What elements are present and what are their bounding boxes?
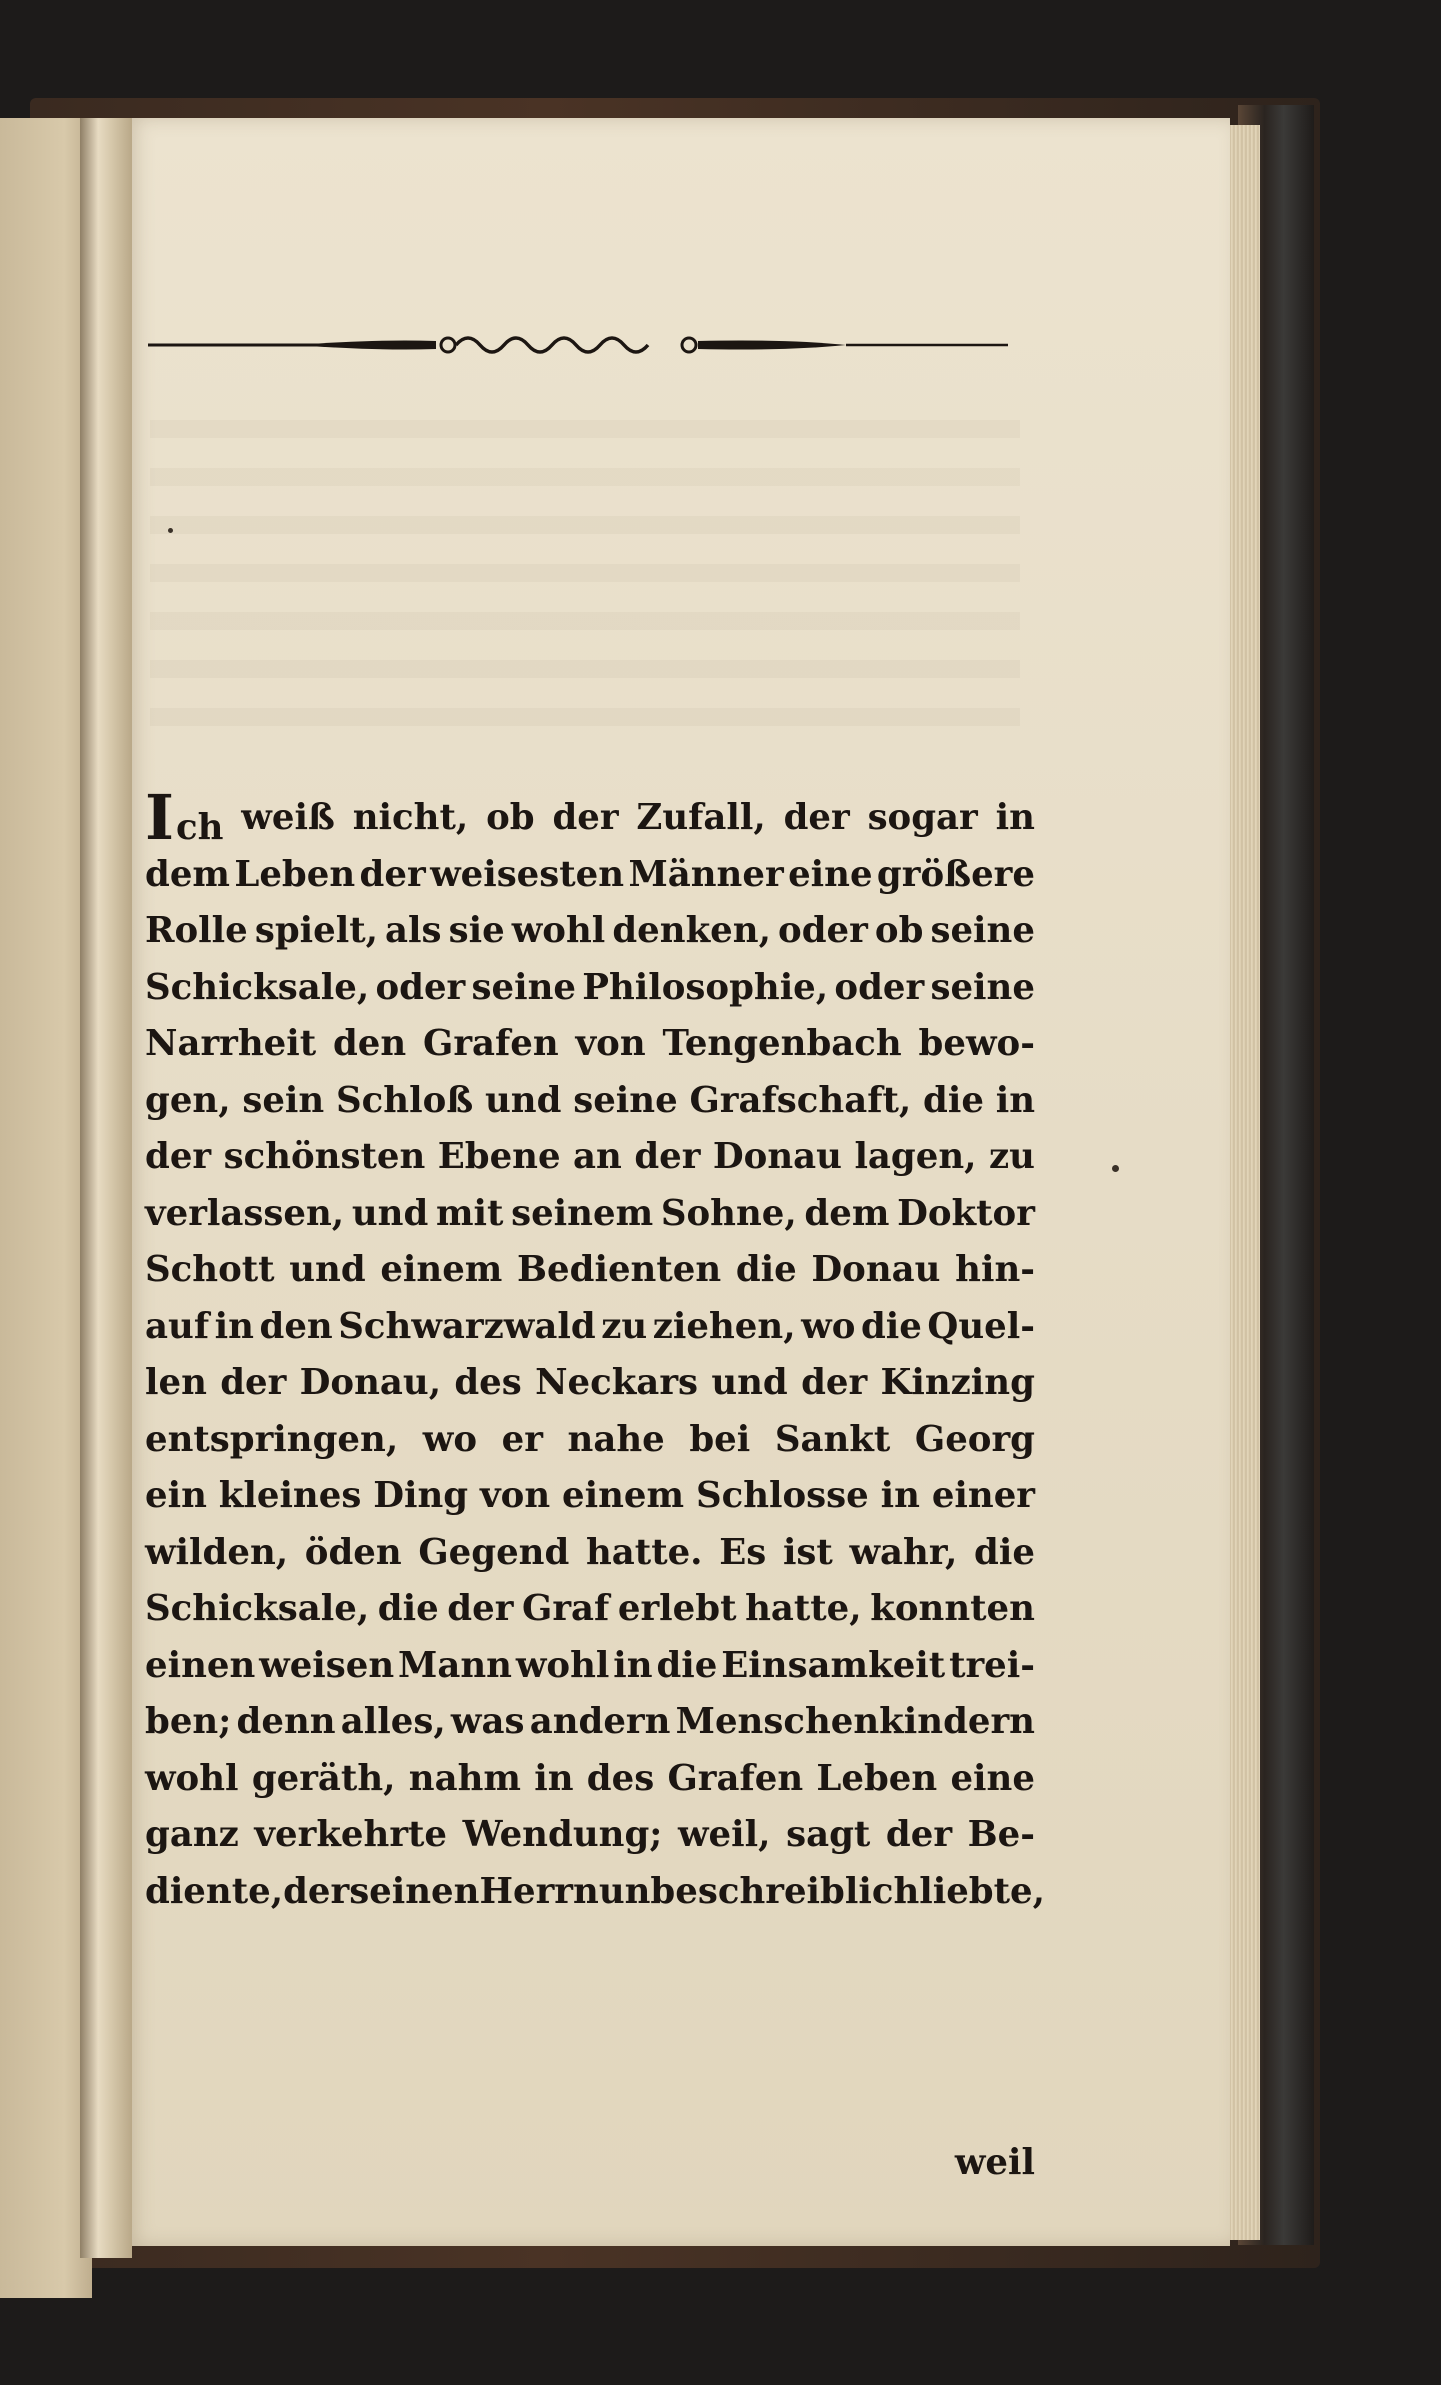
word: geräth, — [251, 1757, 396, 1799]
word: weil, — [677, 1814, 771, 1855]
word: seinen — [349, 1870, 480, 1912]
word: ben; — [145, 1701, 232, 1742]
word: Philosophie, — [582, 966, 829, 1008]
word: Bedienten — [517, 1249, 722, 1290]
word: Mann — [398, 1644, 512, 1686]
word: der — [783, 797, 850, 838]
word: öden — [304, 1531, 402, 1573]
word: Georg — [914, 1418, 1035, 1460]
word: entspringen, — [145, 1418, 399, 1460]
text-line — [145, 781, 1035, 854]
word: wohl — [511, 910, 606, 951]
page-gutter — [80, 118, 132, 2258]
word: Kinzing — [880, 1362, 1035, 1403]
word: in — [995, 797, 1035, 838]
word: alles, — [340, 1701, 446, 1742]
text-line — [145, 1694, 1035, 1751]
word: Donau — [811, 1249, 941, 1290]
word: wohl — [145, 1757, 239, 1799]
word: seinem — [511, 1192, 654, 1234]
word: len — [145, 1362, 207, 1403]
word: die — [860, 1305, 922, 1347]
word: einem — [380, 1249, 503, 1290]
text-line — [145, 1073, 1035, 1130]
word: sogar — [867, 797, 978, 838]
word: einem — [562, 1475, 685, 1516]
text-line — [145, 847, 1035, 904]
word: Menschenkindern — [675, 1701, 1035, 1742]
word: spielt, — [254, 910, 378, 951]
word: wahr, — [849, 1531, 958, 1573]
text-line — [145, 1864, 1045, 1921]
word: lagen, — [854, 1136, 977, 1177]
word: wo — [422, 1418, 478, 1460]
word: die — [974, 1531, 1035, 1573]
text-line — [145, 1412, 1035, 1469]
word: diente, — [145, 1870, 284, 1912]
word: ist — [782, 1531, 833, 1573]
word: seine — [471, 966, 576, 1008]
word: sein — [242, 1079, 325, 1121]
word: Narrheit — [145, 1023, 317, 1064]
facing-page-edge — [0, 118, 92, 2298]
text-line — [145, 1242, 1035, 1299]
word: den — [259, 1305, 333, 1347]
word: eine — [950, 1757, 1035, 1799]
text-line — [145, 1129, 1035, 1186]
word: die — [656, 1644, 718, 1686]
word: Einsamkeit — [721, 1644, 946, 1686]
word: die — [735, 1249, 797, 1290]
word: Grafen — [423, 1023, 559, 1064]
word: wilden, — [145, 1531, 289, 1573]
word: nicht, — [352, 797, 469, 838]
word: von — [480, 1475, 551, 1516]
word: der — [220, 1362, 287, 1403]
text-line — [145, 1525, 1035, 1582]
word: Männer — [628, 853, 784, 895]
word: Tengenbach — [662, 1023, 902, 1064]
word: konnten — [870, 1588, 1035, 1629]
word: Ich — [145, 781, 224, 854]
initial-letter: I — [145, 781, 175, 854]
word: einen — [145, 1644, 256, 1686]
text-line — [145, 1299, 1035, 1356]
word: hatte, — [745, 1588, 862, 1629]
word: der — [359, 853, 426, 895]
word: liebte, — [919, 1870, 1045, 1912]
word: größere — [876, 853, 1035, 895]
word: der — [552, 797, 619, 838]
word: Schwarzwald — [338, 1305, 596, 1347]
text-line — [145, 903, 1035, 960]
ornamental-rule — [146, 325, 1010, 365]
word: der — [283, 1870, 350, 1912]
text-line — [145, 1355, 1035, 1412]
word: wohl — [515, 1644, 610, 1686]
word: in — [880, 1475, 920, 1516]
text-line — [145, 960, 1035, 1017]
word: dem — [804, 1192, 890, 1234]
word: ob — [486, 797, 535, 838]
word: und — [289, 1249, 366, 1290]
word: hatte. — [585, 1531, 703, 1573]
text-line — [145, 1581, 1035, 1638]
word: sie — [448, 910, 505, 951]
word: ein — [145, 1475, 207, 1516]
text-line — [145, 1468, 1035, 1525]
word: Schlosse — [695, 1475, 869, 1516]
word: Be- — [967, 1814, 1035, 1855]
word: der — [145, 1136, 212, 1177]
word: nahe — [567, 1418, 665, 1460]
paper-speck — [1112, 1165, 1119, 1172]
text-line — [145, 1751, 1035, 1808]
word: verkehrte — [254, 1814, 448, 1855]
word: in — [214, 1305, 254, 1347]
word: seine — [930, 966, 1035, 1008]
word: Schott — [145, 1249, 275, 1290]
word: die — [377, 1588, 439, 1629]
word: Ebene — [437, 1136, 561, 1177]
word: Zufall, — [636, 797, 766, 838]
word: in — [534, 1757, 574, 1799]
word: dem — [145, 853, 230, 895]
word: Leben — [816, 1757, 938, 1799]
word: Donau — [712, 1136, 842, 1177]
word: trei- — [949, 1644, 1035, 1686]
word: andern — [529, 1701, 671, 1742]
word: Herrn — [479, 1870, 599, 1912]
word: bei — [689, 1418, 751, 1460]
show-through — [150, 420, 1020, 740]
word: zu — [988, 1136, 1035, 1177]
word: sagt — [786, 1814, 871, 1855]
word: Graf — [522, 1588, 610, 1629]
word: schönsten — [223, 1136, 426, 1177]
word: der — [634, 1136, 701, 1177]
word: Ding — [373, 1475, 469, 1516]
word: zu — [601, 1305, 648, 1347]
word: Schicksale, — [145, 966, 370, 1008]
word: Rolle — [145, 910, 248, 951]
word: an — [573, 1136, 622, 1177]
word: wo — [801, 1305, 856, 1347]
word: den — [332, 1023, 407, 1064]
word: und — [351, 1192, 429, 1234]
word: ziehen, — [652, 1305, 796, 1347]
word: ganz — [145, 1814, 239, 1855]
word: und — [485, 1079, 562, 1121]
word: erlebt — [617, 1588, 737, 1629]
word: hin- — [955, 1249, 1035, 1290]
word: oder — [778, 910, 868, 951]
word: des — [586, 1757, 655, 1799]
word: Leben — [234, 853, 356, 895]
paper-speck — [168, 528, 173, 533]
word: kleines — [218, 1475, 362, 1516]
word: oder — [375, 966, 466, 1008]
word: bewo- — [918, 1023, 1035, 1064]
word: des — [454, 1362, 522, 1403]
word: Sohne, — [660, 1192, 797, 1234]
word: in — [995, 1079, 1035, 1121]
word: Wendung; — [462, 1814, 663, 1855]
word: unbeschreiblich — [598, 1870, 920, 1912]
word: einer — [931, 1475, 1035, 1516]
word: verlassen, — [145, 1192, 345, 1234]
catchword: weil — [954, 2142, 1035, 2183]
word: und — [711, 1362, 788, 1403]
word: Quel- — [927, 1305, 1035, 1347]
word: denn — [236, 1701, 336, 1742]
text-line — [145, 1016, 1035, 1073]
word: Schloß — [336, 1079, 474, 1121]
word: mit — [435, 1192, 504, 1234]
word: der — [885, 1814, 953, 1855]
word: von — [575, 1023, 646, 1064]
word: seine — [930, 910, 1035, 951]
word: was — [450, 1701, 525, 1742]
word: Grafen — [667, 1757, 804, 1799]
word: weiß — [241, 797, 335, 838]
word: denken, — [612, 910, 771, 951]
word: Neckars — [535, 1362, 699, 1403]
body-text — [145, 781, 1045, 2183]
word: der — [447, 1588, 514, 1629]
word: oder — [834, 966, 925, 1008]
word: seine — [573, 1079, 678, 1121]
text-line — [145, 1807, 1035, 1864]
word: Es — [719, 1531, 767, 1573]
word: weisesten — [430, 853, 625, 895]
text-line — [145, 1186, 1035, 1243]
word: weisen — [259, 1644, 395, 1686]
word: eine — [788, 853, 873, 895]
word: Schicksale, — [145, 1588, 370, 1629]
word: auf — [145, 1305, 210, 1347]
word: als — [385, 910, 442, 951]
word: die — [923, 1079, 984, 1121]
word: in — [613, 1644, 653, 1686]
word: Sankt — [774, 1418, 891, 1460]
word: er — [501, 1418, 543, 1460]
word: der — [801, 1362, 868, 1403]
word: Grafschaft, — [689, 1079, 912, 1121]
word: Donau, — [299, 1362, 442, 1403]
word: nahm — [408, 1757, 521, 1799]
text-line — [145, 1638, 1035, 1695]
word: ob — [874, 910, 924, 951]
word: Doktor — [897, 1192, 1035, 1234]
word: gen, — [145, 1079, 231, 1121]
word: Gegend — [418, 1531, 570, 1573]
